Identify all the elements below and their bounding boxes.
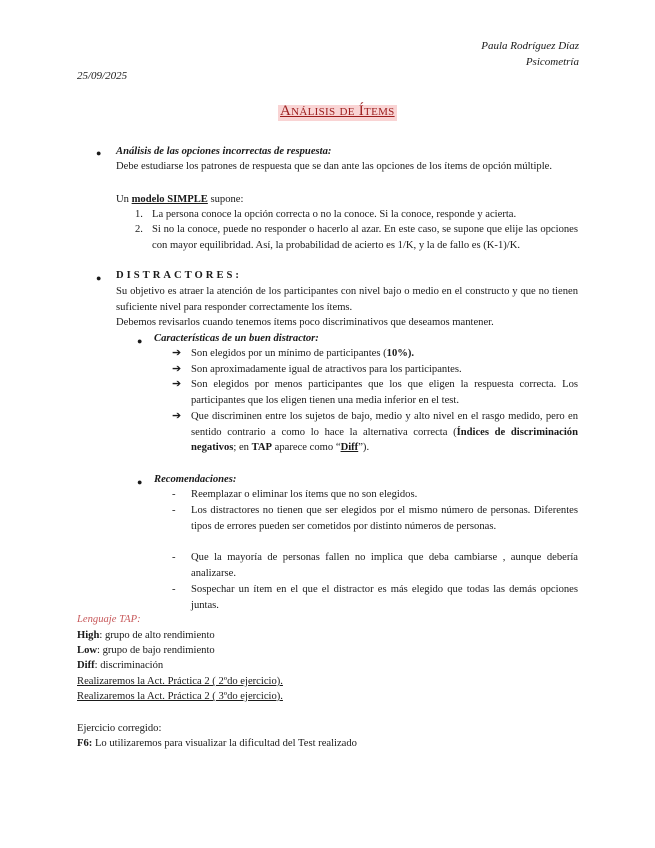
tap-heading: Lenguaje TAP:	[77, 614, 141, 625]
bullet-icon: ●	[96, 148, 102, 158]
tap-term: Diff	[77, 660, 95, 671]
ejercicio-heading: Ejercicio corregido:	[77, 723, 162, 734]
paragraph-opciones: Debe estudiarse los patrones de respuesta que se dan ante las opciones de los ítems de opción múltiple.	[116, 161, 552, 172]
arrow-icon: ➔	[172, 363, 182, 375]
modelo-simple-term: modelo SIMPLE	[131, 194, 208, 205]
dash-icon: -	[172, 489, 176, 500]
list-item: Reemplazar o eliminar los ítems que no son elegidos.	[191, 489, 418, 500]
author-name: Paula Rodríguez Díaz	[481, 40, 579, 52]
list-item: Los distractores no tienen que ser elegidos por el mismo número de personas. Diferentes tipos de errores pueden ser cometidos por distinto números de personas.	[191, 505, 578, 532]
list-item: Sospechar un ítem en el que el distractor es más elegido que todas las demás opciones juntas.	[191, 584, 578, 611]
arrow-icon: ➔	[172, 347, 182, 359]
f6-line	[77, 736, 357, 752]
bullet-icon: ●	[137, 477, 143, 487]
tap-text: : grupo de bajo rendimiento	[97, 645, 215, 656]
author-block	[481, 38, 579, 70]
item-text: ”).	[358, 442, 370, 454]
list-item: Si no la conoce, puede no responder o hacerlo al azar. En este caso, se supone que elije las opciones con mayor equilibridad. Así, la probabilidad de acierto es 1/K, y la de fallo es (K-1)/K.	[152, 224, 578, 251]
list-item: Son elegidos por menos participantes que los que eligen la respuesta correcta. Los participantes que los eligen tienen una media inferior en el test.	[191, 379, 578, 406]
list-item	[191, 346, 578, 362]
tap-text: : discriminación	[94, 660, 164, 671]
modelo-simple-line	[116, 192, 578, 208]
list-number: 1.	[135, 209, 143, 220]
tap-text: : grupo de alto rendimiento	[99, 630, 215, 641]
list-item: La persona conoce la opción correcta o no la conoce. Si la conoce, responde y acierta.	[152, 209, 517, 220]
tap-definition-low	[77, 643, 215, 659]
item-bold-value: 10%).	[386, 348, 415, 359]
tap-term: Low	[77, 645, 98, 656]
subheading-recomendaciones: Recomendaciones:	[154, 474, 237, 485]
item-bold-tap: TAP	[251, 442, 273, 454]
f6-label: F6:	[77, 738, 93, 749]
dash-icon: -	[172, 505, 176, 516]
arrow-icon: ➔	[172, 410, 182, 422]
f6-text: Lo utilizaremos para visualizar la dificultad del Test realizado	[92, 738, 357, 749]
list-number: 2.	[135, 224, 143, 235]
arrow-icon: ➔	[172, 378, 182, 390]
item-text: Que discriminen entre los sujetos de bajo, medio y alto nivel en el rasgo medido, pero en sentido contrario a como lo hace la alternativa correcta (	[191, 411, 578, 438]
practice-link-3[interactable]: Realizaremos la Act. Práctica 2 ( 3ºdo ejercicio).	[77, 691, 283, 702]
paragraph-distractores-revision: Debemos revisarlos cuando tenemos ítems poco discriminativos que deseamos mantener.	[116, 317, 494, 328]
subheading-caracteristicas: Características de un buen distractor:	[154, 333, 319, 344]
tap-term: High	[77, 630, 100, 641]
list-item	[191, 409, 578, 456]
item-bold-term: Índices de discriminación negativos	[191, 426, 578, 454]
list-item: Que la mayoría de personas fallen no implica que deba cambiarse , aunque debería analizarse.	[191, 552, 578, 579]
bullet-icon: ●	[137, 336, 143, 346]
practice-link-2[interactable]: Realizaremos la Act. Práctica 2 ( 2ºdo ejercicio).	[77, 676, 283, 687]
title-block	[278, 103, 397, 121]
tap-definition-diff	[77, 658, 163, 674]
dash-icon: -	[172, 584, 176, 595]
document-date: 25/09/2025	[77, 70, 128, 82]
item-text: aparece como “	[272, 442, 341, 454]
item-text: Son elegidos por un mínimo de participantes (	[191, 348, 387, 359]
modelo-prefix: Un	[116, 194, 132, 205]
modelo-suffix: supone:	[207, 194, 244, 205]
tap-definition-high	[77, 628, 215, 644]
section-heading-opciones: Análisis de las opciones incorrectas de respuesta:	[116, 146, 332, 157]
paragraph-distractores-objetivo: Su objetivo es atraer la atención de los participantes con nivel bajo o medio en el constructo y que no tienen suficiente nivel para responder correctamente los ítems.	[116, 286, 578, 313]
list-item: Son aproximadamente igual de atractivos para los participantes.	[191, 364, 462, 375]
page-title: Análisis de Ítems	[280, 103, 395, 119]
section-heading-distractores: DISTRACTORES:	[116, 270, 242, 281]
bullet-icon: ●	[96, 273, 102, 283]
item-text: ; en	[233, 442, 252, 454]
subject-name: Psicometría	[525, 56, 579, 68]
dash-icon: -	[172, 552, 176, 563]
item-bold-diff: Diff	[340, 442, 359, 454]
